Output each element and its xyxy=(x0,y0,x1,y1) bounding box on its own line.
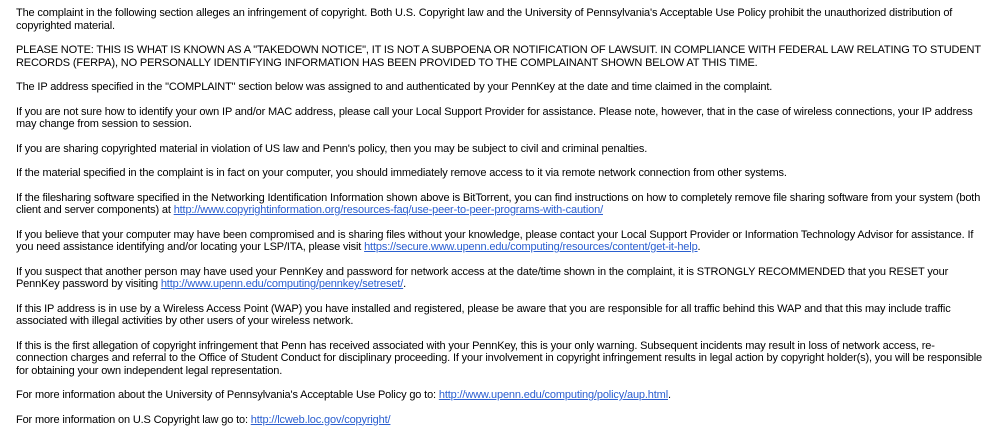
paragraph-text: For more information about the University of Pennsylvania's Acceptable Use Policy go to: xyxy=(16,389,439,401)
paragraph-text: If you are sharing copyrighted material in violation of US law and Penn's policy, then you may be subject to civil and criminal penalties. xyxy=(16,142,648,155)
paragraph xyxy=(16,229,984,254)
paragraph-text: If the material specified in the complaint is in fact on your computer, you should immediately remove access to it via remote network connection from other systems. xyxy=(16,167,787,179)
paragraph-text: For more information on U.S Copyright law go to: xyxy=(16,413,251,426)
paragraph-text: The IP address specified in the "COMPLAINT" section below was assigned to and authenticated by your PennKey at the date and time claimed in the complaint. xyxy=(16,81,773,93)
paragraph xyxy=(16,44,984,69)
hyperlink[interactable]: http://lcweb.loc.gov/copyright/ xyxy=(250,413,391,426)
paragraph-text: If you suspect that another person may have used your PennKey and password for network access at the date/time shown in the complaint, it is STRONGLY RECOMMENDED that you RESET your PennKey password by visiting xyxy=(16,265,949,290)
paragraph-text: . xyxy=(403,278,407,290)
paragraph xyxy=(16,192,984,217)
paragraph-text: If this is the first allegation of copyright infringement that Penn has received associated with your PennKey, this is your only warning. Subsequent incidents may result in loss of network access, re-connection charges and referral to the Office of Student Conduct for disciplinary proceeding. If your involvement in copyright infringement results in legal action by copyright holder(s), you will be responsible for obtaining your own independent legal representation. xyxy=(16,339,983,377)
hyperlink[interactable]: http://www.upenn.edu/computing/pennkey/setreset/ xyxy=(160,278,404,290)
paragraph-text: If you believe that your computer may have been compromised and is sharing files without your knowledge, please contact your Local Support Provider or Information Technology Advisor for assistance. If you need assistance identifying and/or locating your LSP/ITA, please visit xyxy=(16,228,974,253)
paragraph xyxy=(16,106,984,131)
paragraph xyxy=(16,389,984,402)
paragraph-text: If this IP address is in use by a Wireless Access Point (WAP) you have installed and registered, please be aware that you are responsible for all traffic behind this WAP and that this may include traffic associated with illegal activities by other users of your wireless network. xyxy=(16,302,951,327)
paragraph xyxy=(16,167,984,180)
paragraph xyxy=(16,340,984,378)
paragraph-text: If the filesharing software specified in the Networking Identification Information shown above is BitTorrent, you can find instructions on how to completely remove file sharing software from your system (both client and server components) at xyxy=(16,191,981,216)
hyperlink[interactable]: https://secure.www.upenn.edu/computing/resources/content/get-it-help xyxy=(364,241,698,253)
paragraph xyxy=(16,81,984,94)
paragraph xyxy=(16,7,984,32)
hyperlink[interactable]: http://www.copyrightinformation.org/resources-faq/use-peer-to-peer-programs-with-caution/ xyxy=(173,204,603,216)
paragraph-text: If you are not sure how to identify your own IP and/or MAC address, please call your Local Support Provider for assistance. Please note, however, that in the case of wireless connections, your IP address may change from session to session. xyxy=(16,105,973,130)
paragraph-text: . xyxy=(697,241,701,253)
paragraph xyxy=(16,143,984,156)
paragraph-text: PLEASE NOTE: THIS IS WHAT IS KNOWN AS A "TAKEDOWN NOTICE", IT IS NOT A SUBPOENA OR NOTIFICATION OF LAWSUIT. IN COMPLIANCE WITH FEDERAL LAW RELATING TO STUDENT RECORDS (FERPA), NO PERSONALLY IDENTIFYING INFORMATION HAS BEEN PROVIDED TO THE COMPLAINANT SHOWN BELOW AT THIS TIME. xyxy=(16,44,981,69)
paragraph-text: . xyxy=(668,389,671,401)
paragraph xyxy=(16,414,984,427)
hyperlink[interactable]: http://www.upenn.edu/computing/policy/aup.html xyxy=(438,389,668,401)
paragraph-list xyxy=(16,7,984,426)
paragraph xyxy=(16,303,984,328)
paragraph-text: The complaint in the following section alleges an infringement of copyright. Both U.S. Copyright law and the University of Pennsylvania's Acceptable Use Policy prohibit the unauthorized distribution of copyrighted material. xyxy=(16,7,953,32)
paragraph xyxy=(16,266,984,291)
